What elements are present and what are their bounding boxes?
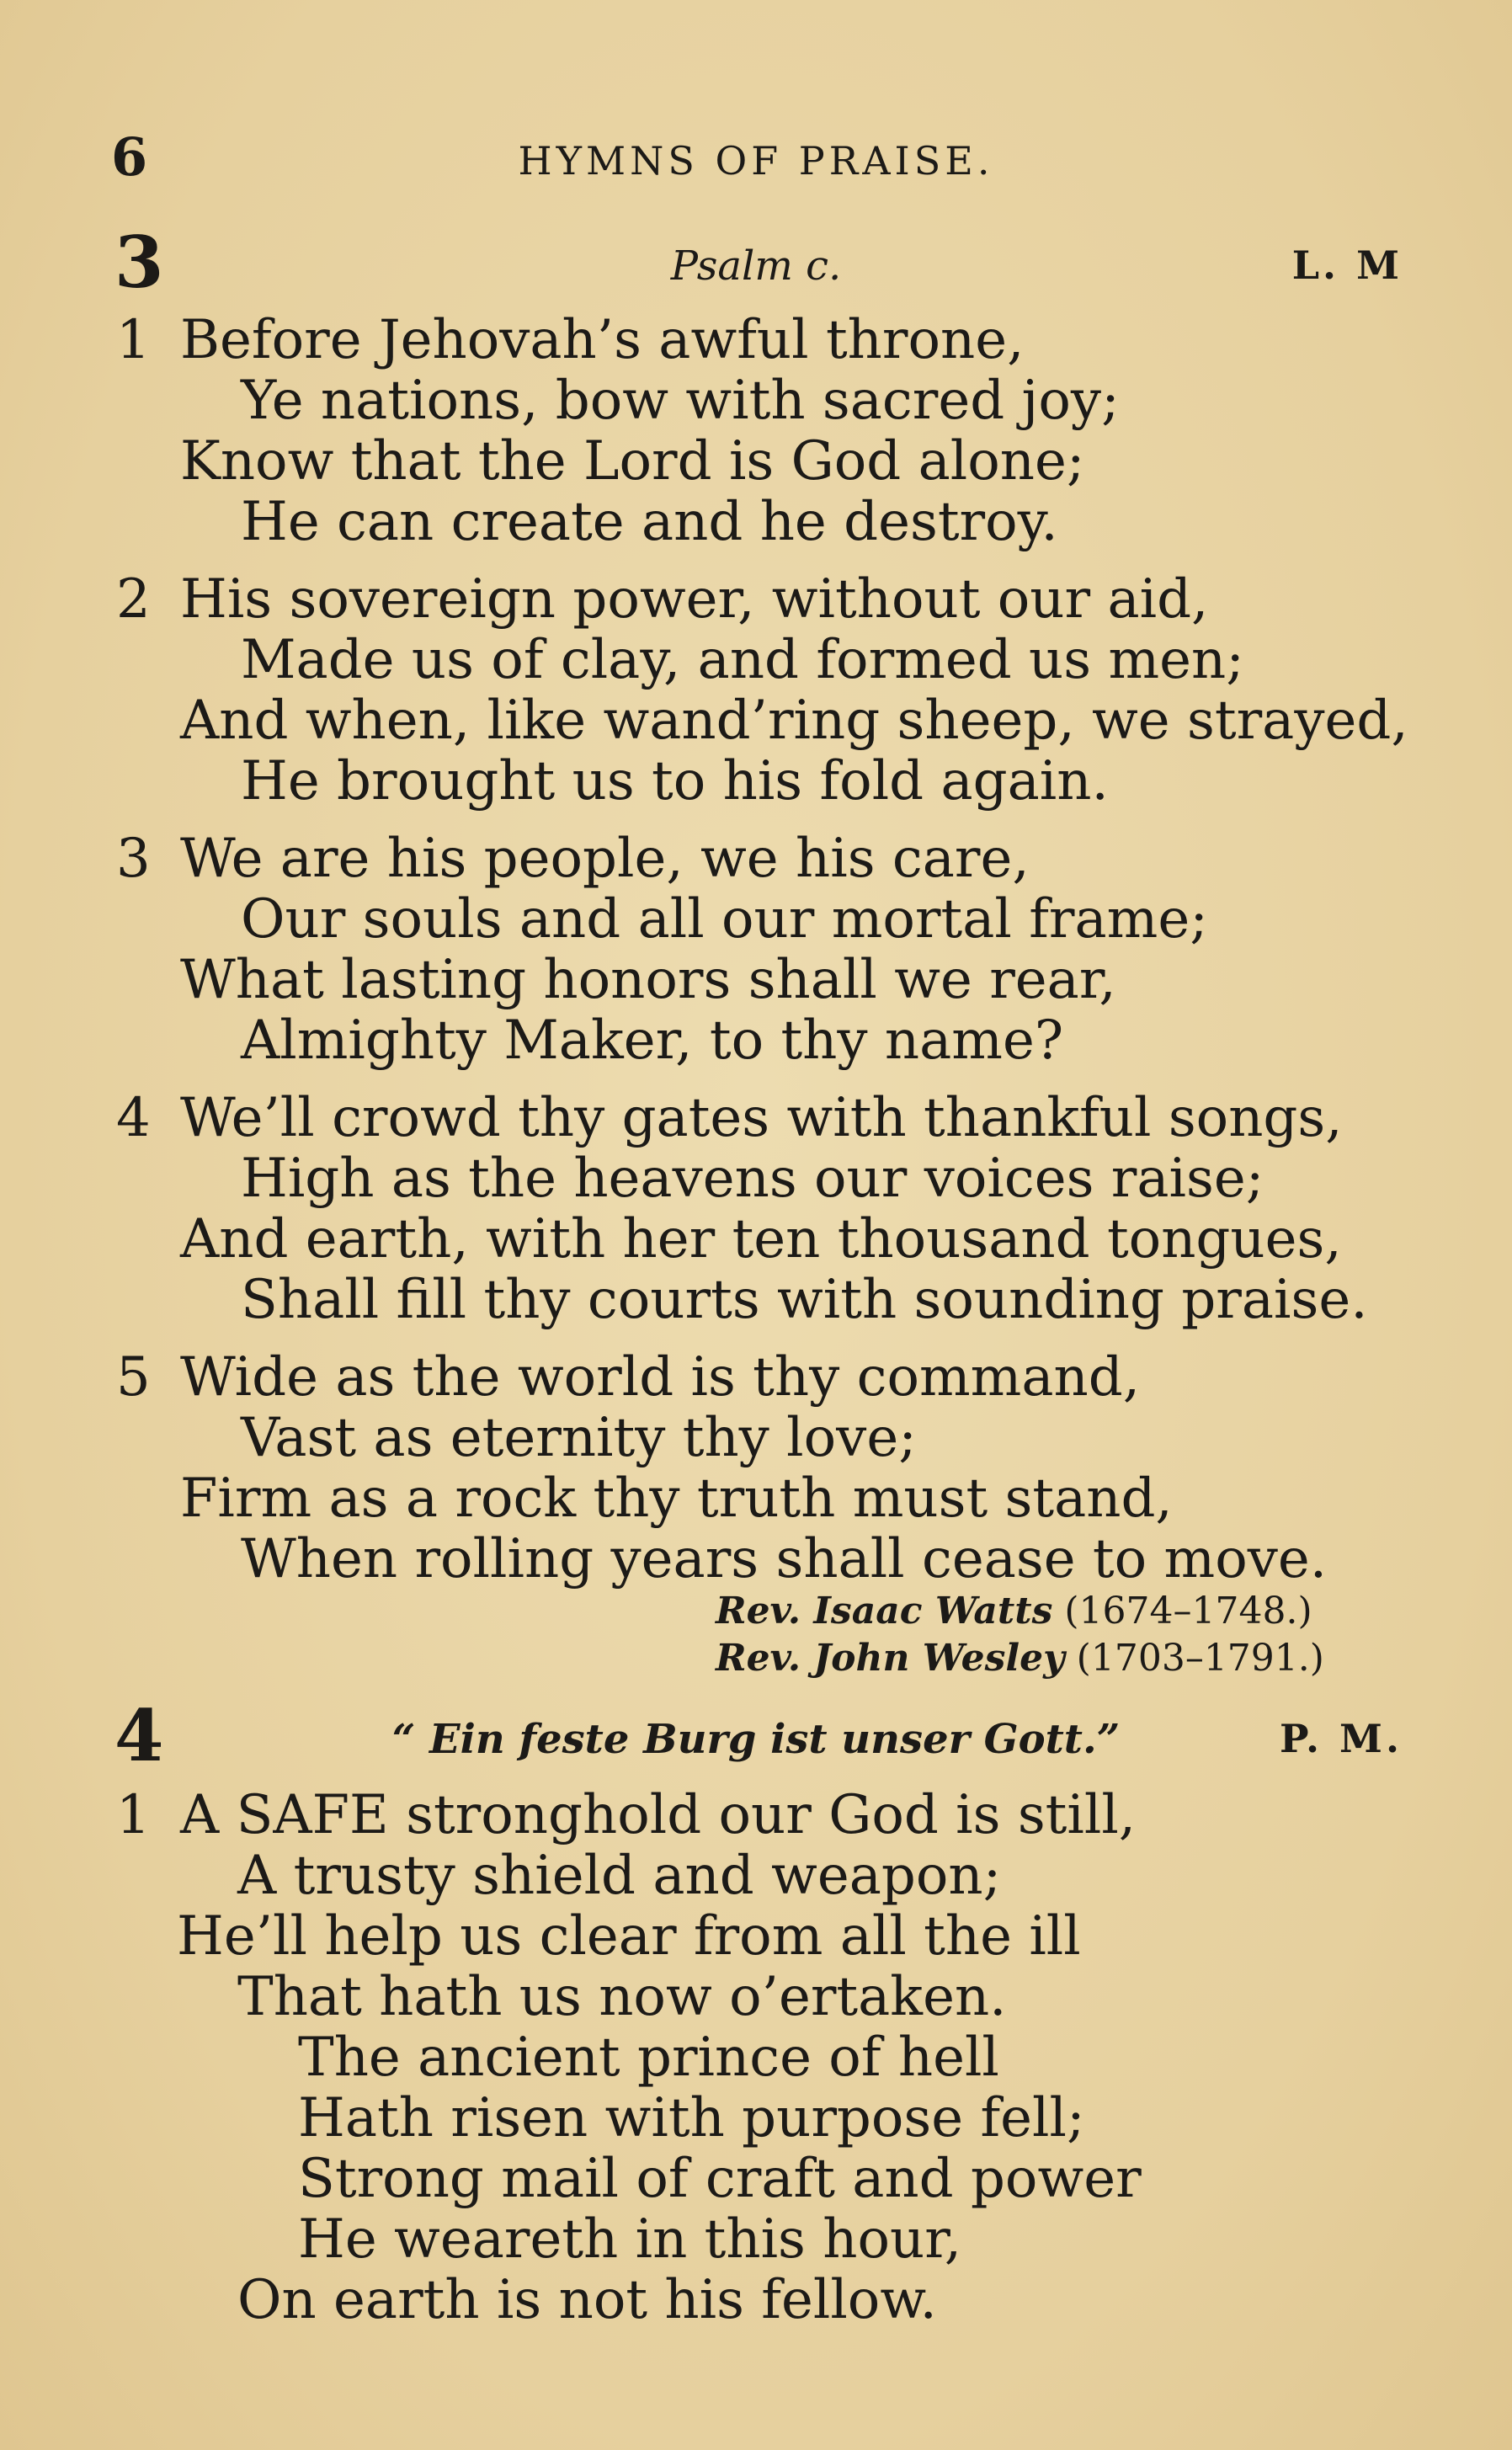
hymn-line: He’ll help us clear from all the ill — [177, 1905, 1081, 1968]
hymn-line: Almighty Maker, to thy name? — [241, 1009, 1064, 1072]
hymn-number: 3 — [114, 221, 164, 304]
author-credit — [716, 1590, 1312, 1632]
page-header — [0, 126, 1512, 194]
verse-number: 5 — [116, 1346, 151, 1409]
verse-number: 4 — [116, 1087, 151, 1149]
author-credit — [716, 1637, 1324, 1680]
hymn-meter: L. M — [1291, 242, 1403, 288]
hymn-line: Hath risen with purpose fell; — [298, 2087, 1085, 2149]
hymn-line: Know that the Lord is God alone; — [180, 430, 1085, 493]
hymn-line: That hath us now o’ertaken. — [237, 1966, 1007, 2028]
hymn-heading — [0, 1694, 1512, 1775]
hymn-line: And earth, with her ten thousand tongues, — [180, 1208, 1342, 1270]
hymn-line: We are his people, we his care, — [180, 828, 1030, 890]
hymn-meter: P. M. — [1280, 1716, 1403, 1761]
verse-number: 2 — [116, 568, 151, 631]
hymn-line: Strong mail of craft and power — [298, 2148, 1142, 2210]
hymn-line: Ye nations, bow with sacred joy; — [241, 370, 1120, 432]
verse-number: 3 — [116, 828, 151, 890]
hymn-line: He can create and he destroy. — [241, 491, 1058, 553]
author-name: Rev. John Wesley — [716, 1637, 1065, 1680]
hymn-line: Vast as eternity thy love; — [241, 1407, 917, 1469]
hymn-line: The ancient prince of hell — [298, 2027, 999, 2089]
hymn-line: A SAFE stronghold our God is still, — [180, 1784, 1137, 1846]
hymn-line: High as the heavens our voices raise; — [241, 1148, 1264, 1210]
hymn-number: 4 — [114, 1694, 164, 1777]
hymn-source: “ Ein feste Burg ist unser Gott.” — [391, 1716, 1121, 1763]
hymn-line: Before Jehovah’s awful throne, — [180, 309, 1025, 371]
hymn-line: What lasting honors shall we rear, — [180, 949, 1116, 1011]
hymn-line: Made us of clay, and formed us men; — [241, 629, 1244, 691]
running-title: HYMNS OF PRAISE. — [518, 138, 994, 184]
author-name: Rev. Isaac Watts — [716, 1590, 1053, 1632]
hymn-line: When rolling years shall cease to move. — [241, 1528, 1328, 1590]
verse-number: 1 — [116, 309, 151, 371]
hymn-line: He weareth in this hour, — [298, 2208, 962, 2271]
author-dates: (1703–1791.) — [1076, 1637, 1324, 1680]
hymn-line: Shall fill thy courts with sounding praise. — [241, 1269, 1368, 1331]
hymn-line: And when, like wand’ring sheep, we strayed, — [180, 690, 1408, 752]
hymn-line: Firm as a rock thy truth must stand, — [180, 1467, 1173, 1530]
hymn-line: He brought us to his fold again. — [241, 750, 1109, 812]
hymn-source: Psalm c. — [670, 242, 842, 290]
page-number: 6 — [111, 126, 148, 188]
author-dates: (1674–1748.) — [1064, 1590, 1312, 1632]
hymn-line: Our souls and all our mortal frame; — [241, 888, 1208, 951]
hymn-line: We’ll crowd thy gates with thankful songs, — [180, 1087, 1343, 1149]
hymn-line: His sovereign power, without our aid, — [180, 568, 1209, 631]
hymn-line: On earth is not his fellow. — [237, 2269, 937, 2331]
hymn-line: A trusty shield and weapon; — [237, 1845, 1002, 1907]
hymn-line: Wide as the world is thy command, — [180, 1346, 1141, 1409]
verse-number: 1 — [116, 1784, 151, 1846]
hymn-heading — [0, 221, 1512, 304]
